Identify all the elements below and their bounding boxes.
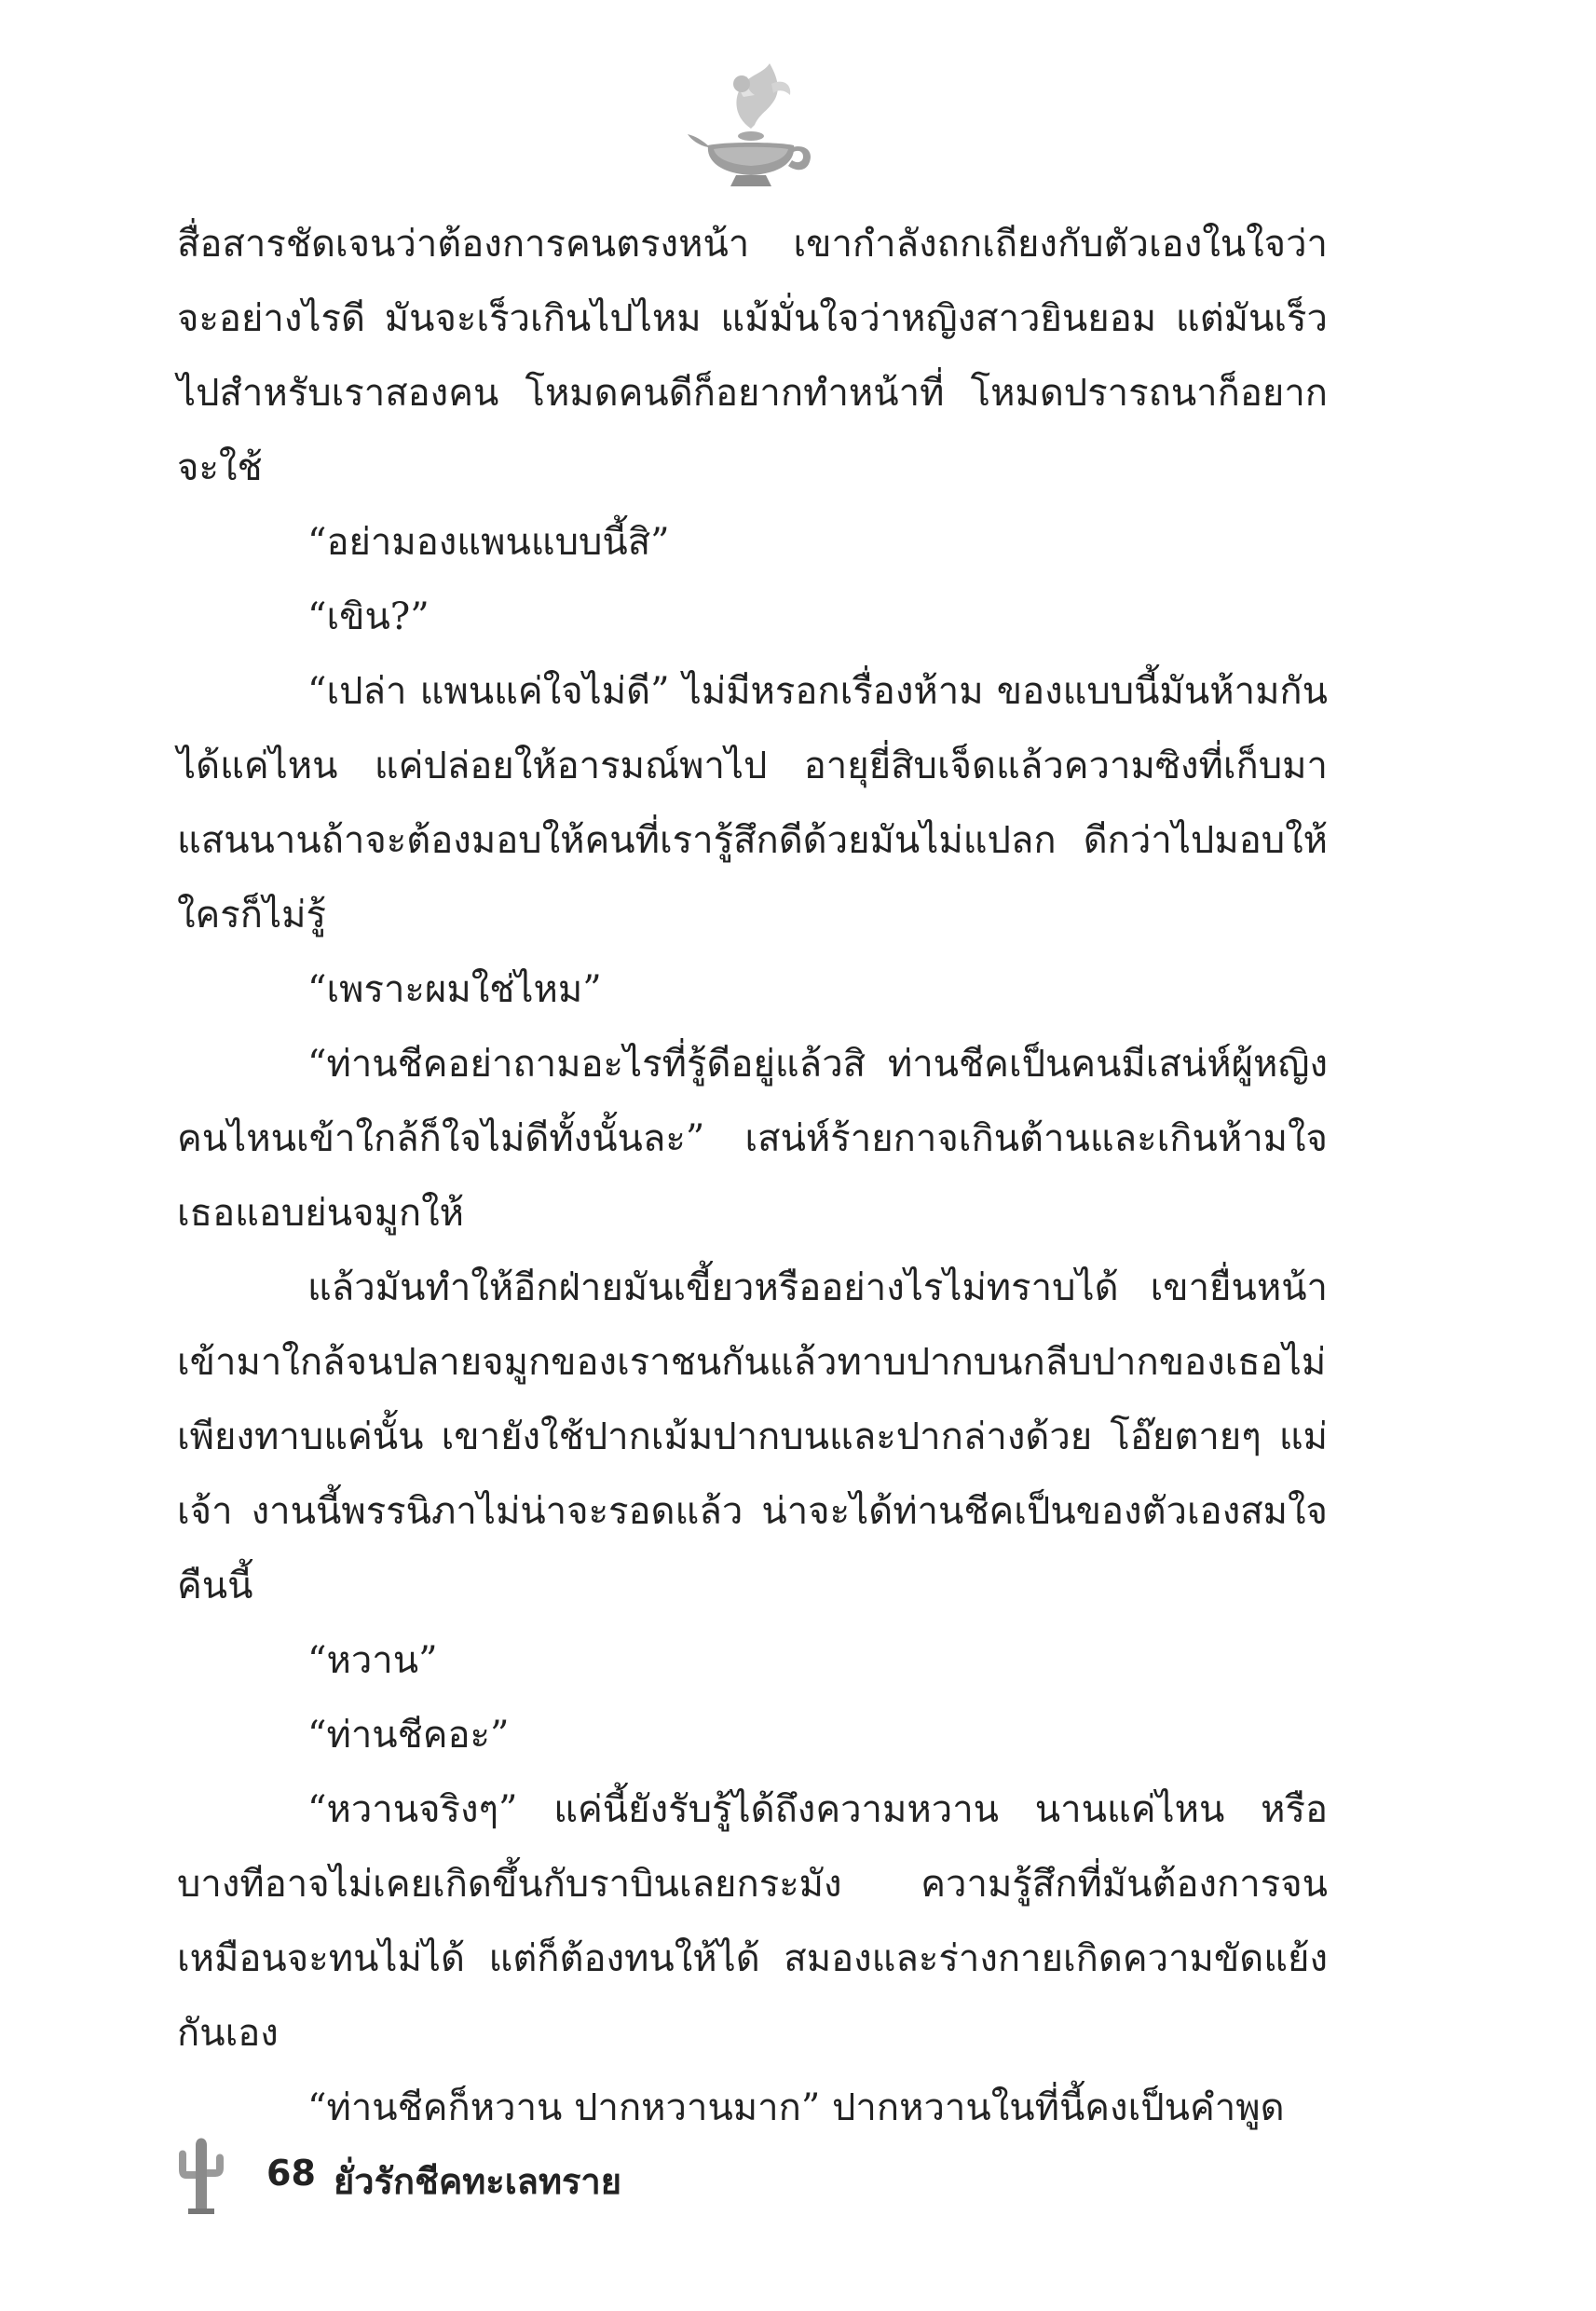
paragraph: “เขิน?”: [307, 595, 430, 638]
paragraph: “หวาน”: [307, 1639, 438, 1682]
magic-lamp-icon: [686, 56, 816, 196]
paragraph: “เปล่า แพนแค่ใจไม่ดี” ไม่มีหรอกเรื่องห้าม ของแบบนี้มันห้ามกันได้แค่ไหน แค่ปล่อยให้อารมณ์พาไป อายุยี่สิบเจ็ดแล้วความซิงที่เก็บมาแสนนานถ้าจะต้องมอบให้คนที่เรารู้สึกดีด้วยมันไม่แปลก ดีกว่าไปมอบให้ใครก็ไม่รู้: [177, 670, 1328, 937]
paragraph: “หวานจริงๆ” แค่นี้ยังรับรู้ได้ถึงความหวาน นานแค่ไหน หรือบางทีอาจไม่เคยเกิดขึ้นกับราบินเลยกระมัง ความรู้สึกที่มันต้องการจนเหมือนจะทนไม่ได้ แต่ก็ต้องทนให้ได้ สมองและร่างกายเกิดความขัดแย้งกันเอง: [177, 1788, 1328, 2055]
cactus-icon: [173, 2132, 229, 2216]
paragraph: “ท่านชีคก็หวาน ปากหวานมาก” ปากหวานในที่นี้คงเป็นคำพูด: [307, 2086, 1285, 2129]
book-title: ยั่วรักชีคทะเลทราย: [334, 2161, 622, 2202]
paragraph: แล้วมันทำให้อีกฝ่ายมันเขี้ยวหรืออย่างไรไม่ทราบได้ เขายื่นหน้าเข้ามาใกล้จนปลายจมูกของเราชนกันแล้วทาบปากบนกลีบปากของเธอไม่เพียงทาบแค่นั้น เขายังใช้ปากเม้มปากบนและปากล่างด้วย โอ๊ยตายๆ แม่เจ้า งานนี้พรรนิภาไม่น่าจะรอดแล้ว น่าจะได้ท่านชีคเป็นของตัวเองสมใจคืนนี้: [177, 1266, 1328, 1607]
page-number: 68: [266, 2153, 316, 2194]
paragraph: “เพราะผมใช่ไหม”: [307, 968, 602, 1011]
page-footer: [173, 2132, 1012, 2216]
paragraph: สื่อสารชัดเจนว่าต้องการคนตรงหน้า เขากำลังถกเถียงกับตัวเองในใจว่าจะอย่างไรดี มันจะเร็วเกินไปไหม แม้มั่นใจว่าหญิงสาวยินยอม แต่มันเร็วไปสำหรับเราสองคน โหมดคนดีก็อยากทำหน้าที่ โหมดปรารถนาก็อยากจะใช้: [177, 223, 1328, 489]
paragraph: “อย่ามองแพนแบบนี้สิ”: [307, 521, 670, 564]
paragraph: “ท่านชีคอะ”: [307, 1714, 510, 1757]
body-text: [177, 207, 1328, 2145]
paragraph: “ท่านชีคอย่าถามอะไรที่รู้ดีอยู่แล้วสิ ท่านชีคเป็นคนมีเสน่ห์ผู้หญิงคนไหนเข้าใกล้ก็ใจไม่ดีทั้งนั้นละ” เสน่ห์ร้ายกาจเกินต้านและเกินห้ามใจ เธอแอบย่นจมูกให้: [177, 1043, 1328, 1235]
